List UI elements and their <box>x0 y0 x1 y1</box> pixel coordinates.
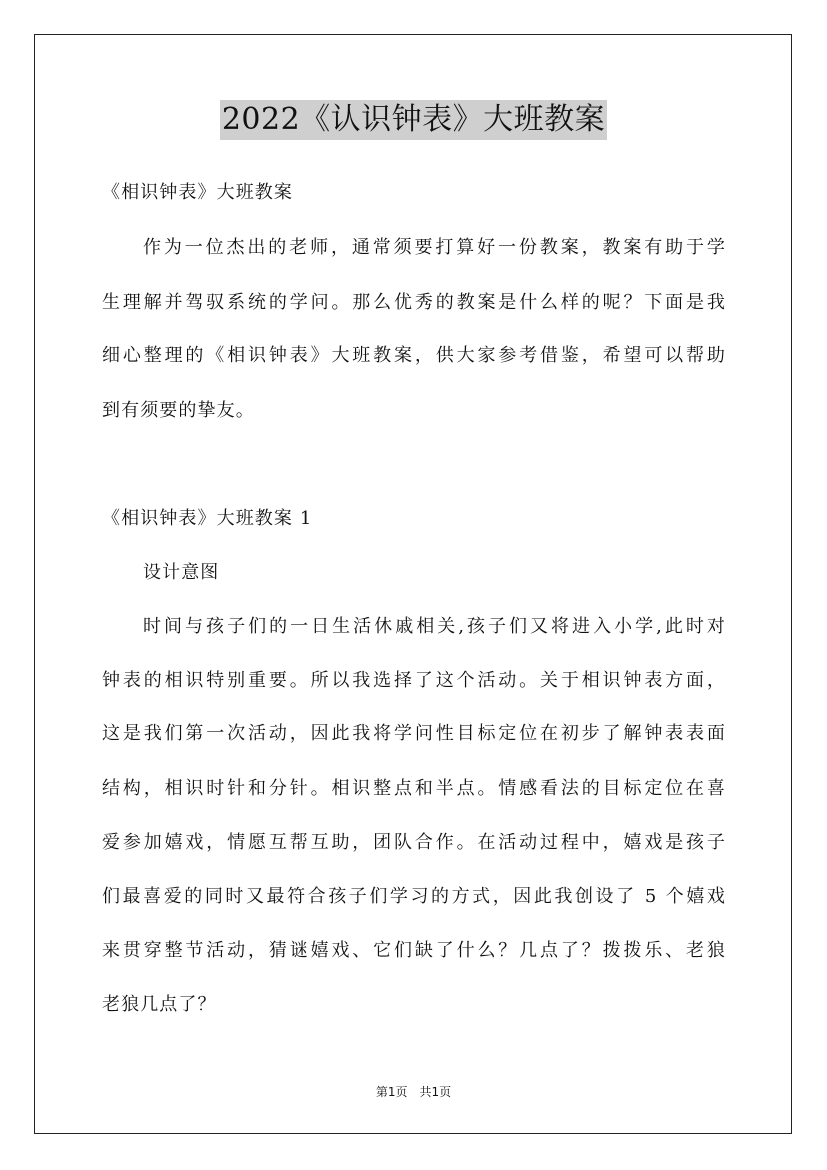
design-heading: 设计意图 <box>143 562 220 583</box>
body-line-8: 老狼几点了？ <box>102 994 217 1015</box>
body-line-2: 钟表的相识特别重要。所以我选择了这个活动。关于相识钟表方面， <box>102 670 726 691</box>
intro-line-3: 细心整理的《相识钟表》大班教案，供大家参考借鉴，希望可以帮助 <box>102 345 726 366</box>
body-line-6: 们最喜爱的同时又最符合孩子们学习的方式，因此我创设了 5 个嬉戏 <box>102 886 726 907</box>
intro-line-1: 作为一位杰出的老师，通常须要打算好一份教案，教案有助于学 <box>143 237 726 258</box>
body-line-3: 这是我们第一次活动，因此我将学问性目标定位在初步了解钟表表面 <box>102 723 726 744</box>
document-title: 2022《认识钟表》大班教案 <box>220 100 607 140</box>
page-footer: 第1页 共1页 <box>375 1085 452 1099</box>
subtitle: 《相识钟表》大班教案 <box>102 182 293 203</box>
body-line-4: 结构，相识时针和分针。相识整点和半点。情感看法的目标定位在喜 <box>102 778 726 799</box>
title-wrap <box>0 100 827 140</box>
intro-line-4: 到有须要的挚友。 <box>102 400 255 421</box>
intro-line-2: 生理解并驾驭系统的学问。那么优秀的教案是什么样的呢？下面是我 <box>102 292 726 313</box>
body-line-7: 来贯穿整节活动，猜谜嬉戏、它们缺了什么？几点了？拨拨乐、老狼 <box>102 940 726 961</box>
body-line-1: 时间与孩子们的一日生活休戚相关,孩子们又将进入小学,此时对 <box>143 616 726 637</box>
section-heading: 《相识钟表》大班教案 1 <box>102 508 313 529</box>
body-line-5: 爱参加嬉戏，情愿互帮互助，团队合作。在活动过程中，嬉戏是孩子 <box>102 832 726 853</box>
